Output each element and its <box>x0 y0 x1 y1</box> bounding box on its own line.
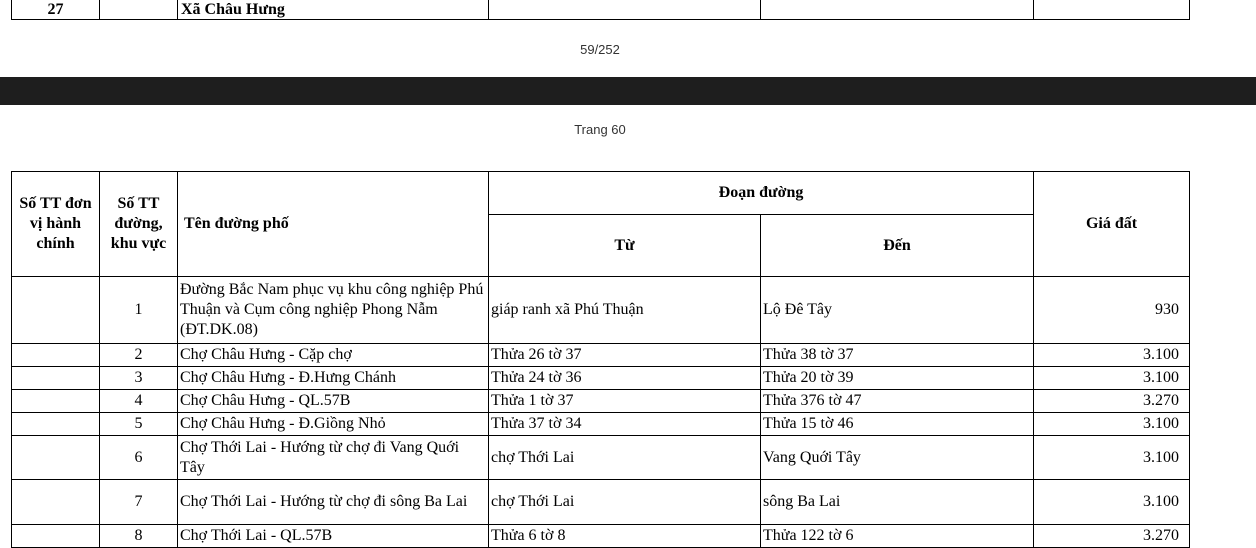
table-row <box>12 525 1190 548</box>
header-from: Từ <box>489 215 761 277</box>
cell-street-name: Chợ Châu Hưng - Cặp chợ <box>178 344 489 367</box>
cell-unit <box>12 480 100 525</box>
cell-from: chợ Thới Lai <box>489 480 761 525</box>
cell-from: chợ Thới Lai <box>489 436 761 480</box>
cell-from: Thửa 26 tờ 37 <box>489 344 761 367</box>
cell-price: 3.270 <box>1034 390 1190 413</box>
prev-row-name: Xã Châu Hưng <box>178 0 489 20</box>
cell-unit <box>12 525 100 548</box>
cell-from: Thửa 1 tờ 37 <box>489 390 761 413</box>
cell-street-name: Chợ Thới Lai - Hướng từ chợ đi Vang Quới Tây <box>178 436 489 480</box>
previous-page-table <box>11 0 1190 20</box>
cell-from: Thửa 6 tờ 8 <box>489 525 761 548</box>
prev-row-empty <box>761 0 1034 20</box>
cell-price: 3.100 <box>1034 413 1190 436</box>
cell-to: Vang Quới Tây <box>761 436 1034 480</box>
table-row <box>12 480 1190 525</box>
cell-stt: 8 <box>100 525 178 548</box>
cell-unit <box>12 344 100 367</box>
cell-to: Thửa 376 tờ 47 <box>761 390 1034 413</box>
header-segment: Đoạn đường <box>489 172 1034 215</box>
cell-price: 930 <box>1034 277 1190 344</box>
cell-price: 3.100 <box>1034 480 1190 525</box>
table-row <box>12 344 1190 367</box>
cell-from: giáp ranh xã Phú Thuận <box>489 277 761 344</box>
header-to: Đến <box>761 215 1034 277</box>
cell-unit <box>12 413 100 436</box>
cell-from: Thửa 24 tờ 36 <box>489 367 761 390</box>
cell-stt: 1 <box>100 277 178 344</box>
header-stt-unit: Số TT đơn vị hành chính <box>12 172 100 277</box>
cell-unit <box>12 390 100 413</box>
cell-unit <box>12 367 100 390</box>
cell-stt: 7 <box>100 480 178 525</box>
table-row <box>12 367 1190 390</box>
cell-stt: 6 <box>100 436 178 480</box>
prev-row-stt: 27 <box>12 0 100 20</box>
cell-to: sông Ba Lai <box>761 480 1034 525</box>
cell-street-name: Đường Bắc Nam phục vụ khu công nghiệp Phú Thuận và Cụm công nghiệp Phong Nẫm (ĐT.DK.08) <box>178 277 489 344</box>
cell-stt: 5 <box>100 413 178 436</box>
prev-row-empty <box>1034 0 1190 20</box>
table-row <box>12 0 1190 20</box>
page-separator-bar <box>0 77 1256 105</box>
page-label: Trang 60 <box>574 122 626 137</box>
cell-street-name: Chợ Châu Hưng - Đ.Giồng Nhỏ <box>178 413 489 436</box>
cell-unit <box>12 277 100 344</box>
header-stt-road: Số TT đường, khu vực <box>100 172 178 277</box>
cell-stt: 3 <box>100 367 178 390</box>
cell-street-name: Chợ Châu Hưng - Đ.Hưng Chánh <box>178 367 489 390</box>
cell-to: Thửa 122 tờ 6 <box>761 525 1034 548</box>
cell-price: 3.100 <box>1034 367 1190 390</box>
prev-row-empty <box>100 0 178 20</box>
page-number: 59/252 <box>580 42 620 57</box>
cell-stt: 2 <box>100 344 178 367</box>
cell-street-name: Chợ Thới Lai - QL.57B <box>178 525 489 548</box>
header-street-name: Tên đường phố <box>178 172 489 277</box>
cell-to: Thửa 38 tờ 37 <box>761 344 1034 367</box>
cell-to: Thửa 15 tờ 46 <box>761 413 1034 436</box>
cell-price: 3.100 <box>1034 436 1190 480</box>
table-row <box>12 436 1190 480</box>
table-row <box>12 413 1190 436</box>
cell-to: Lộ Đê Tây <box>761 277 1034 344</box>
cell-price: 3.270 <box>1034 525 1190 548</box>
cell-to: Thửa 20 tờ 39 <box>761 367 1034 390</box>
table-row <box>12 390 1190 413</box>
cell-unit <box>12 436 100 480</box>
table-row <box>12 277 1190 344</box>
cell-stt: 4 <box>100 390 178 413</box>
cell-street-name: Chợ Châu Hưng - QL.57B <box>178 390 489 413</box>
prev-row-empty <box>489 0 761 20</box>
header-price: Giá đất <box>1034 172 1190 277</box>
cell-from: Thửa 37 tờ 34 <box>489 413 761 436</box>
cell-price: 3.100 <box>1034 344 1190 367</box>
cell-street-name: Chợ Thới Lai - Hướng từ chợ đi sông Ba Lai <box>178 480 489 525</box>
land-price-table <box>11 171 1190 548</box>
